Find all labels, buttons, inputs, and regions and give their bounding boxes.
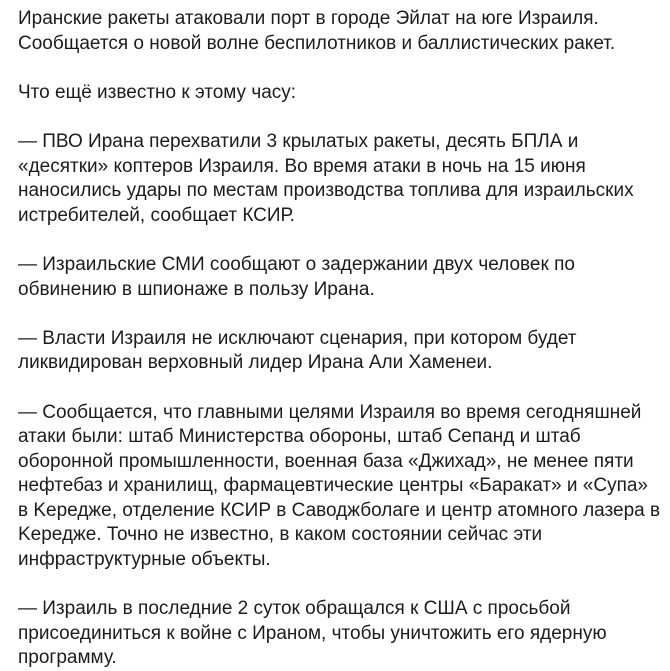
post-paragraph-usa-request: — Израиль в последние 2 суток обращался к США с просьбой присоединиться к войне с Ираном, чтобы уничтожить его ядерную программу. — [18, 598, 607, 669]
post-paragraph-espionage: — Израильские СМИ сообщают о задержании двух человек по обвинению в шпионаже в пользу Ирана. — [18, 253, 575, 300]
post-paragraph-leader: — Власти Израиля не исключают сценария, при котором будет ликвидирован верховный лидер Ирана Али Хаменеи. — [18, 327, 577, 374]
post-paragraph-heading: Что ещё известно к этому часу: — [18, 81, 297, 103]
post-paragraph-targets: — Сообщается, что главными целями Израиля во время сегодняшней атаки были: штаб Министерства обороны, штаб Сепанд и штаб оборонной промышленности, военная база «Джихад», не менее пяти нефтебаз и хранилищ, фармацевтические центры «Баракат» и «Супа» в Keредже, отделение КСИР в Саводжболаге и центр атомного лазера в Keредже. Точно не известно, в каком состоянии сейчас эти инфраструктурные объекты. — [18, 401, 661, 571]
post-text — [18, 7, 663, 671]
post-paragraph-air-defense: — ПВО Ирана перехватили 3 крылатых ракеты, десять БПЛА и «десятки» коптеров Израиля. Во время атаки в ночь на 15 июня наносились удары по местам производства топлива для израильских истребителей, сообщает КСИР. — [18, 130, 634, 226]
post-paragraph-lead: Иранские ракеты атаковали порт в городе Эйлат на юге Израиля. Сообщается о новой волне беспилотников и баллистических ракет. — [18, 8, 616, 54]
